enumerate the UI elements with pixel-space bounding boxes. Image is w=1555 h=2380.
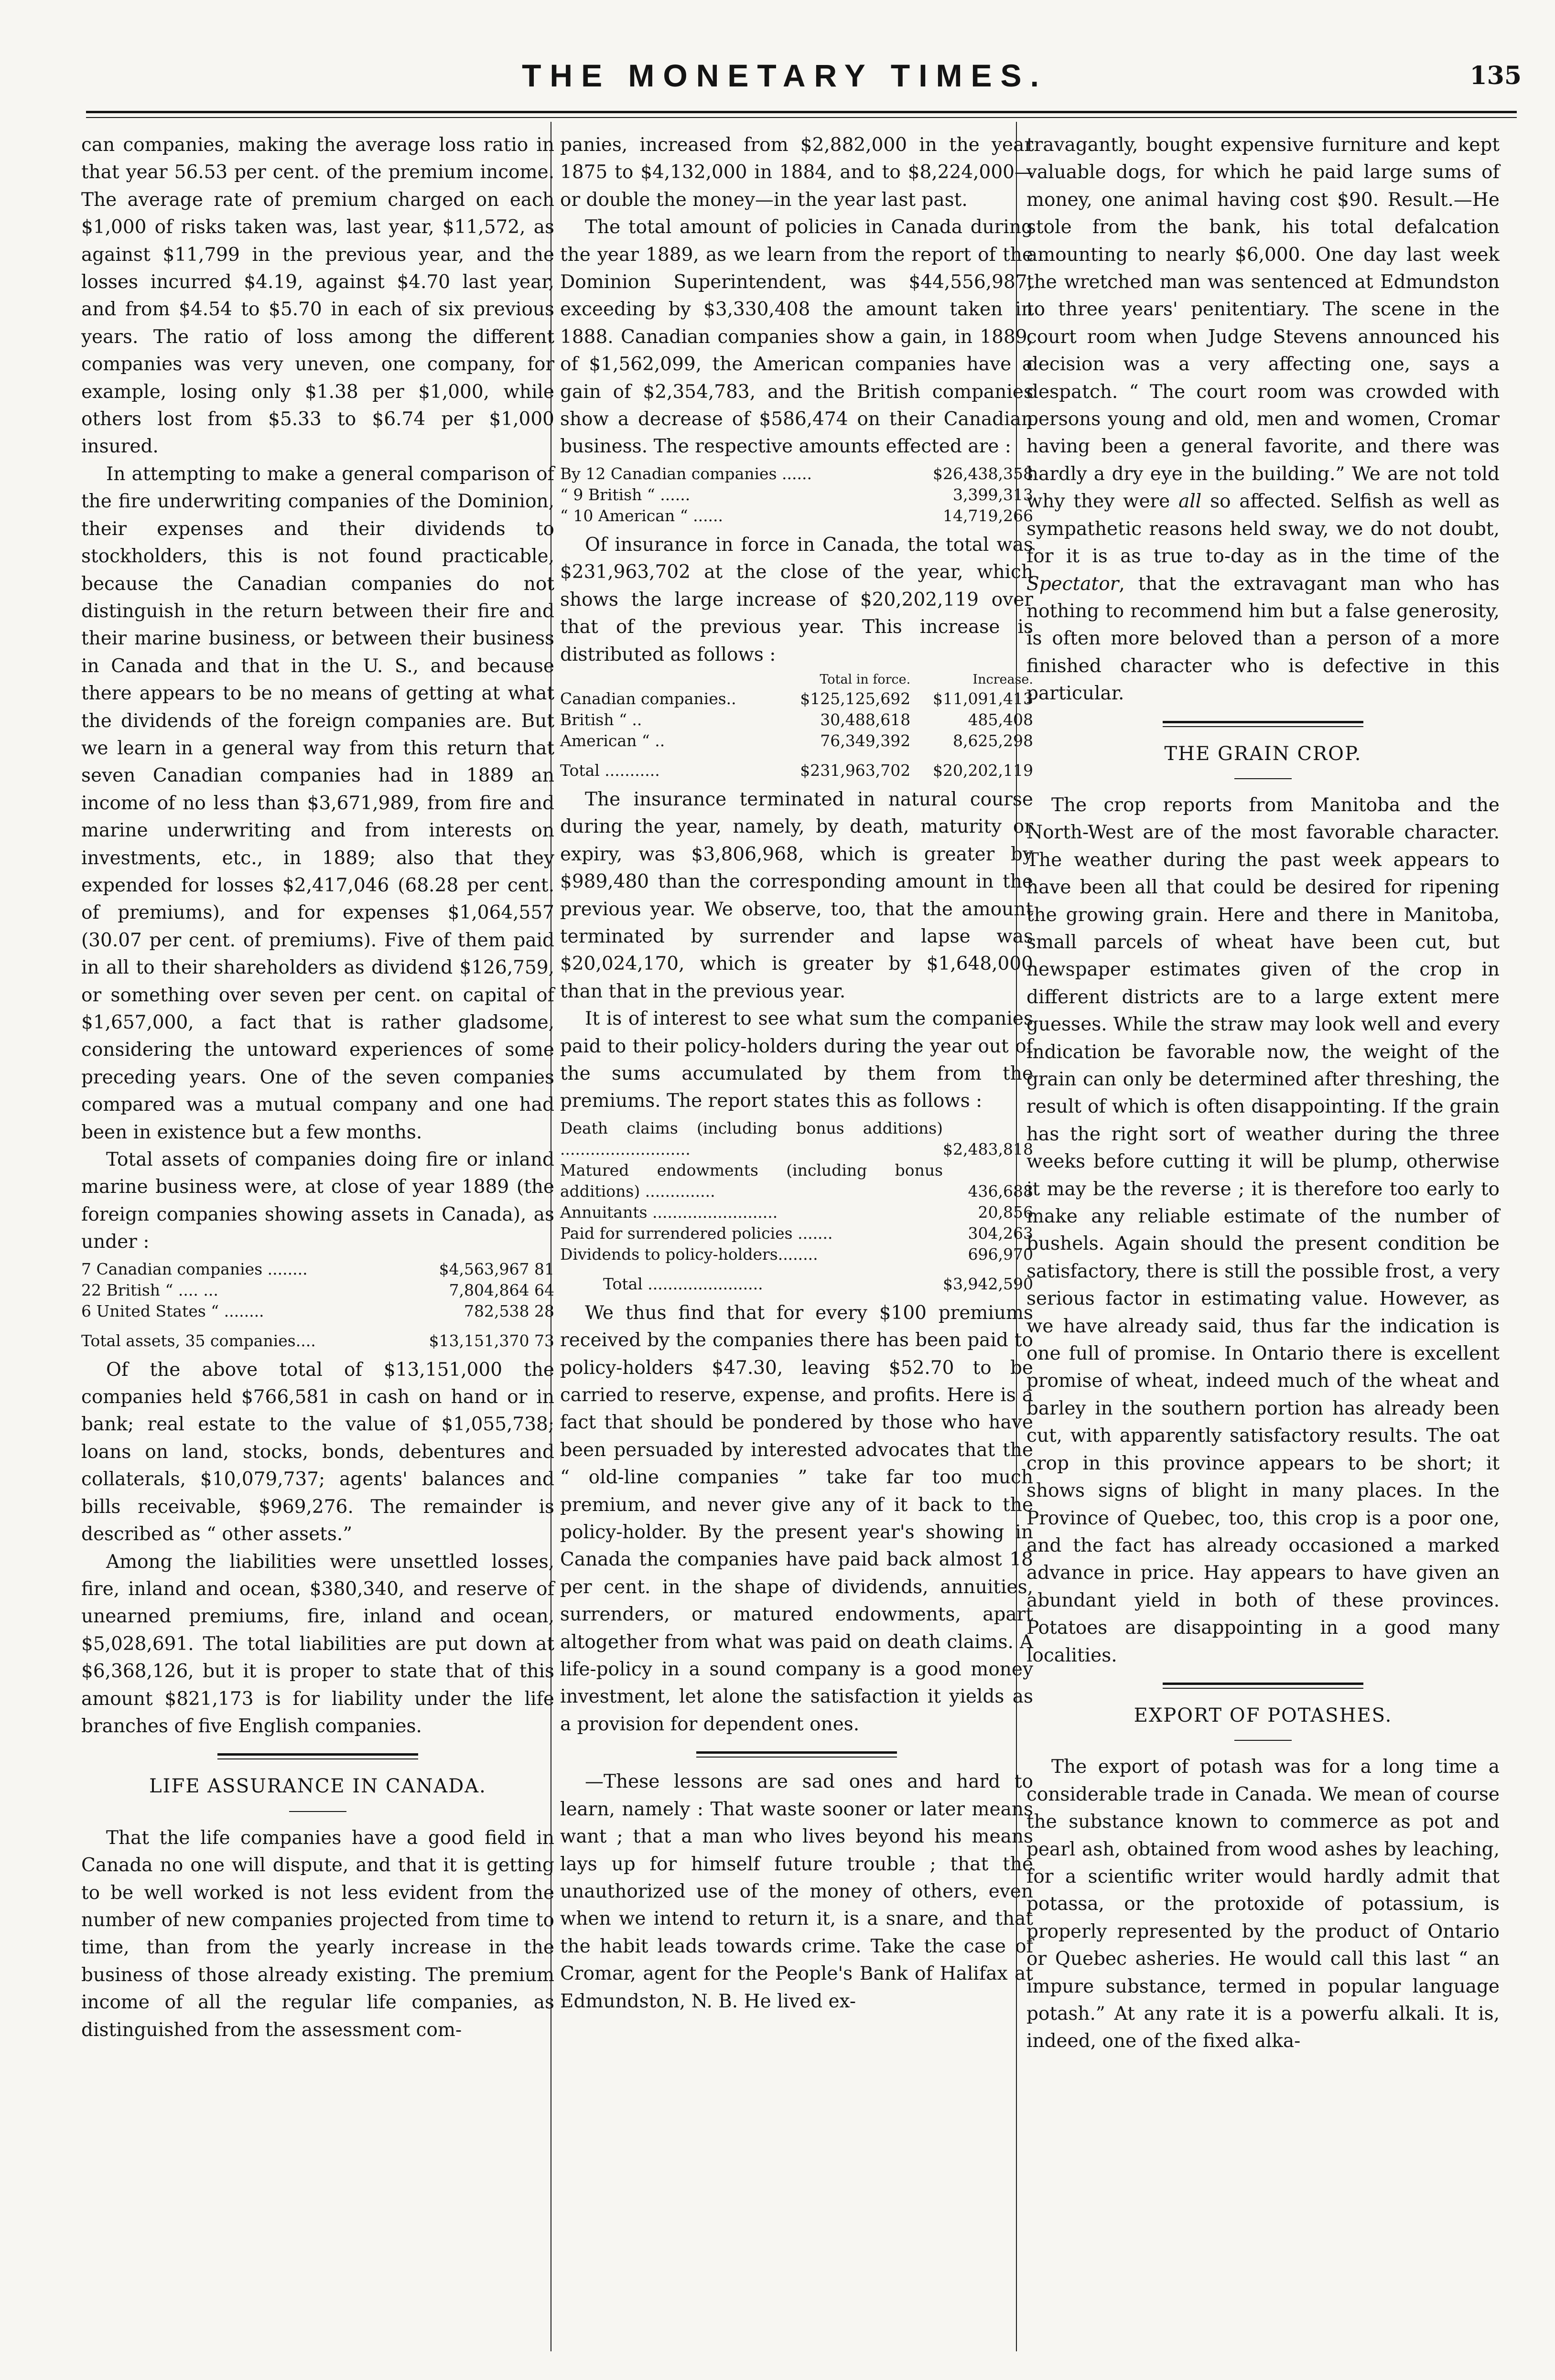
in-force-table: [560, 671, 1033, 781]
table-row: “ 9 British “ ...... 3,399,313: [560, 485, 1033, 504]
table-total-row: Total assets, 35 companies.... $13,151,370 73: [81, 1331, 554, 1350]
column-header: Total in force.: [820, 672, 911, 687]
paragraph: The crop reports from Manitoba and the North-West are of the most favorable character. The weather during the past week appears to have been all that could be desired for ripening the growing grain. Here and there in Manitoba, small parcels of wheat have been cut, but newspaper estimates given of the crop in different districts are to a large extent mere guesses. While the straw may look well and every indication be favorable now, the weight of the grain can only be determined after threshing, the result of which is often disappointing. If the grain has the right sort of weather during the three weeks before cutting it will be plump, otherwise it may be the reverse ; it is therefore too early to make any reliable estimate of the number of bushels. Again should the present condition be satisfactory, there is still the possible frost, a very serious factor in estimating value. However, as we have already said, thus far the indication is one full of promise. In Ontario there is excellent promise of wheat, indeed much of the wheat and barley in the southern portion has already been cut, with apparently satisfactory results. The oat crop in this province appears to be short; it shows signs of blight in many places. In the Province of Quebec, too, this crop is a poor one, and the fact has already occasioned a marked advance in price. Hay appears to have given an abundant yield in both of these provinces. Potatoes are disappointing in a good many localities.: [1026, 794, 1500, 1666]
table-row: “ 10 American “ ...... 14,719,266: [560, 506, 1033, 525]
paragraph: travagantly, bought expensive furniture and kept valuable dogs, for which he paid large sums of money, one animal having cost $90. Result.—He stole from the bank, his total defalcation amounting to nearly $6,000. One day last week the wretched man was sentenced at Edmundston to three years' penitentiary. The scene in the court room when Judge Stevens announced his decision was a very affecting one, says a despatch. “ The court room was crowded with persons young and old, men and women, Cromar having been a general favorite, and there was hardly a dry eye in the building.” We are not told why they were all so affected. Selfish as well as sympathetic reasons held sway, we do not doubt, for it is as true to-day as in the time of the Spectator, that the extravagant man who has nothing to recommend him but a false generosity, is often more beloved than a person of a more finished character who is defective in this particular.: [1026, 134, 1500, 705]
column-2: [560, 131, 1033, 2015]
paragraph: It is of interest to see what sum the companies paid to their policy-holders during the year out of the sums accumulated by them from the premiums. The report states this as follows :: [560, 1008, 1033, 1112]
table-row: Death claims (including bonus additions) .......................... $2,483,818: [560, 1118, 1033, 1158]
masthead: [43, 43, 1526, 100]
paragraph: We thus find that for every $100 premiums received by the companies there has been paid to policy-holders $47.30, leaving $52.70 to be carried to reserve, expense, and profits. Here is a fact that should be pondered by those who have been persuaded by interested advocates that the “ old-line companies ” take far too much premium, and never give any of it back to the policy-holder. By the present year's showing in Canada the companies have paid back almost 18 per cent. in the shape of dividends, annuities, surrenders, or matured endowments, apart altogether from what was paid on death claims. A life-policy in a sound company is a good money investment, let alone the satisfaction it yields as a provision for dependent ones.: [560, 1302, 1033, 1735]
paragraph: Total assets of companies doing fire or inland marine business were, at close of year 1889 (the foreign companies showing assets in Canada), as under :: [81, 1149, 554, 1253]
header-rule-thin: [86, 117, 1517, 118]
table-row: 6 United States “ ........ 782,538 28: [81, 1301, 554, 1320]
paragraph: Of the above total of $13,151,000 the companies held $766,581 in cash on hand or in bank; real estate to the value of $1,055,738; loans on land, stocks, bonds, debentures and collaterals, $10,079,737; agents' balances and bills receivable, $969,276. The remainder is described as “ other assets.”: [81, 1359, 554, 1545]
newspaper-title: THE MONETARY TIMES.: [522, 58, 1047, 93]
section-separator: [1163, 1683, 1363, 1689]
table-row: British “ .. 30,488,618 485,408: [560, 710, 1033, 729]
section-heading: EXPORT OF POTASHES.: [1134, 1704, 1393, 1726]
table-row: Matured endowments (including bonus additions) .............. 436,688: [560, 1160, 1033, 1201]
table-row: Annuitants ......................... 20,856: [560, 1202, 1033, 1222]
table-row: 22 British “ .... ... 7,804,864 64: [81, 1280, 554, 1299]
assets-table: [81, 1259, 554, 1351]
paragraph: The total amount of policies in Canada during the year 1889, as we learn from the report of the Dominion Superintendent, was $44,556,987, exceeding by $3,330,408 the amount taken in 1888. Canadian companies show a gain, in 1889, of $1,562,099, the American companies have a gain of $2,354,783, and the British companies show a decrease of $586,474 on their Canadian business. The respective amounts effected are :: [560, 216, 1033, 458]
paragraph: The insurance terminated in natural course during the year, namely, by death, maturity or expiry, was $3,806,968, which is greater by $989,480 than the corresponding amount in the previous year. We observe, too, that the amount terminated by surrender and lapse was $20,024,170, which is greater by $1,648,000 than that in the previous year.: [560, 788, 1033, 1002]
paragraph: Among the liabilities were unsettled losses, fire, inland and ocean, $380,340, and reserve of unearned premiums, fire, inland and ocean, $5,028,691. The total liabilities are put down at $6,368,126, but it is proper to state that of this amount $821,173 is for liability under the life branches of five English companies.: [81, 1551, 554, 1737]
table-row: Canadian companies.. $125,125,692 $11,091,413: [560, 689, 1033, 708]
table-row: Paid for surrendered policies ....... 304,263: [560, 1223, 1033, 1243]
paragraph: can companies, making the average loss ratio in that year 56.53 per cent. of the premium income. The average rate of premium charged on each $1,000 of risks taken was, last year, $11,572, as against $11,799 in the previous year, and the losses incurred $4.19, against $4.70 last year, and from $4.54 to $5.70 in each of six previous years. The ratio of loss among the different companies was very uneven, one company, for example, losing only $1.38 per $1,000, while others lost from $5.33 to $6.74 per $1,000 insured.: [81, 134, 554, 458]
page-number: 135: [1469, 61, 1522, 90]
column-3: [1026, 131, 1500, 2055]
table-row: American “ .. 76,349,392 8,625,298: [560, 731, 1033, 750]
section-heading: LIFE ASSURANCE IN CANADA.: [149, 1775, 486, 1798]
section-separator: [217, 1753, 418, 1759]
heading-rule: [289, 1811, 346, 1812]
table-row: 7 Canadian companies ........ $4,563,967 81: [81, 1259, 554, 1278]
table-header-row: [560, 671, 1033, 688]
paragraph: The export of potash was for a long time a considerable trade in Canada. We mean of course the substance known to commerce as pot and pearl ash, obtained from wood ashes by leaching, for a scientific writer would hardly admit that potassa, or the protoxide of potassium, is properly represented by the product of Ontario or Quebec asheries. He would call this last “ an impure substance, termed in popular language potash.” At any rate it is a powerfu alkali. It is, indeed, one of the fixed alka-: [1026, 1756, 1500, 2052]
header-rule-thick: [86, 111, 1517, 113]
effected-table: [560, 463, 1033, 526]
section-heading: THE GRAIN CROP.: [1164, 742, 1362, 765]
section-separator: [696, 1751, 897, 1758]
paragraph: Of insurance in force in Canada, the total was $231,963,702 at the close of the year, which shows the large increase of $20,202,119 over that of the previous year. This increase is distributed as follows :: [560, 534, 1033, 665]
paragraph: That the life companies have a good field in Canada no one will dispute, and that it is getting to be well worked is not less evident from the number of new companies projected from time to time, than from the yearly increase in the business of those already existing. The premium income of all the regular life companies, as distinguished from the assessment com-: [81, 1827, 554, 2041]
payments-table: [560, 1118, 1033, 1295]
table-total-row: Total ........... $231,963,702 $20,202,119: [560, 761, 1033, 780]
table-row: By 12 Canadian companies ...... $26,438,358: [560, 464, 1033, 483]
paragraph: In attempting to make a general comparison of the fire underwriting companies of the Dominion, their expenses and their dividends to stockholders, this is not found practicable, because the Canadian companies do not distinguish in the return between their fire and their marine business, or between their business in Canada and that in the U. S., and because there appears to be no means of getting at what the dividends of the foreign companies are. But we learn in a general way from this return that seven Canadian companies had in 1889 an income of no less than $3,671,989, from fire and marine underwriting and from interests on investments, etc., in 1889; also that they expended for losses $2,417,046 (68.28 per cent. of premiums), and for expenses $1,064,557 (30.07 per cent. of premiums). Five of them paid in all to their shareholders as dividend $126,759, or something over seven per cent. on capital of $1,657,000, a fact that is rather gladsome, considering the untoward experiences of some preceding years. One of the seven companies compared was a mutual company and one had been in existence but a few months.: [81, 463, 554, 1143]
paragraph: panies, increased from $2,882,000 in the year 1875 to $4,132,000 in 1884, and to $8,224,000—or double the money—in the year last past.: [560, 134, 1033, 211]
column-header: Increase.: [972, 672, 1033, 687]
heading-rule: [1234, 778, 1292, 779]
table-row: Dividends to policy-holders........ 696,970: [560, 1244, 1033, 1264]
column-1: [81, 131, 554, 2044]
table-total-row: Total ....................... $3,942,590: [603, 1274, 1033, 1293]
section-separator: [1163, 721, 1363, 727]
paragraph: —These lessons are sad ones and hard to learn, namely : That waste sooner or later means want ; that a man who lives beyond his means lays up for himself future trouble ; that the unauthorized use of the money of others, even when we intend to return it, is a snare, and that the habit leads towards crime. Take the case of Cromar, agent for the People's Bank of Halifax at Edmundston, N. B. He lived ex-: [560, 1771, 1033, 2012]
heading-rule: [1234, 1740, 1292, 1741]
